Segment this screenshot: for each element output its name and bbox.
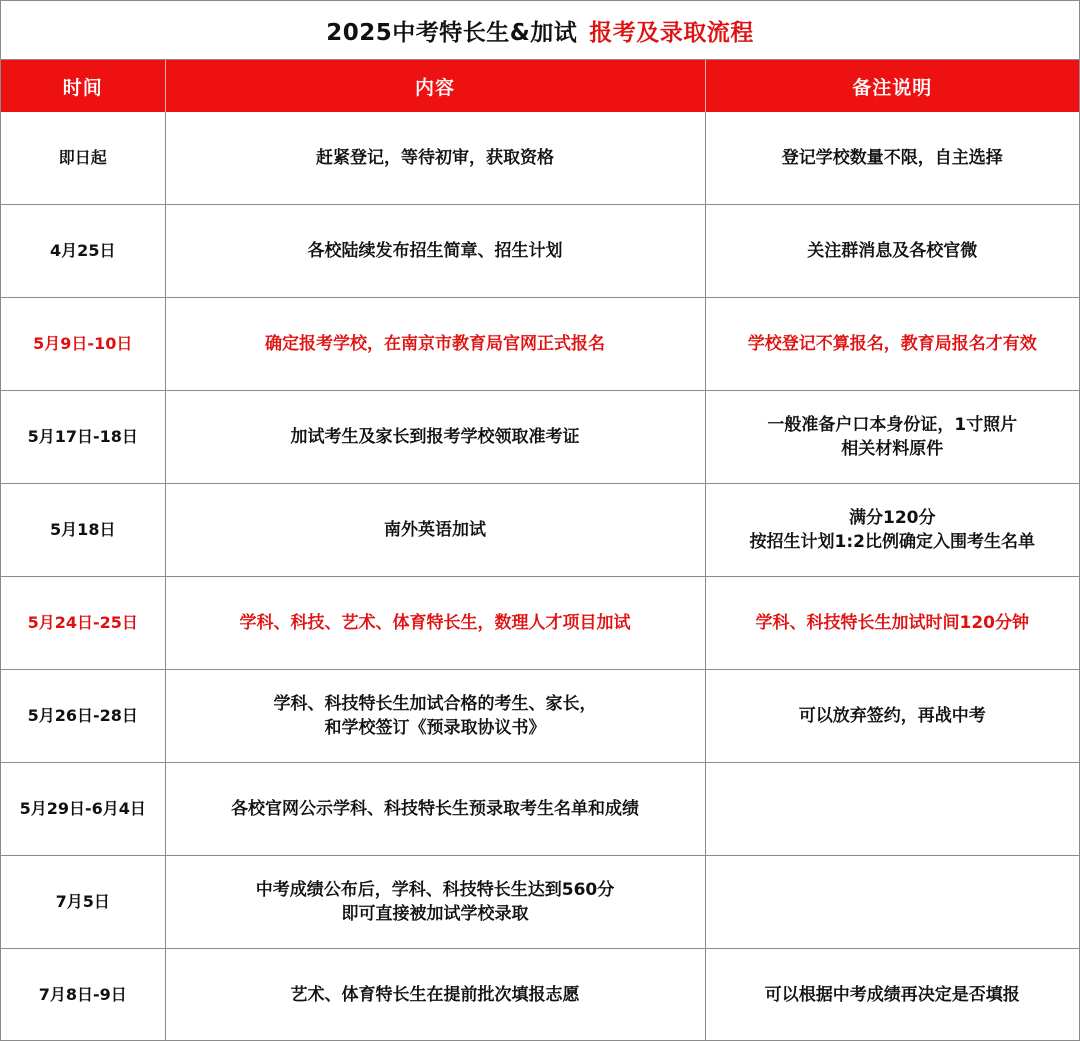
cell-time: 5月18日 (1, 484, 165, 577)
cell-note-line: 可以根据中考成绩再决定是否填报 (764, 985, 1020, 1005)
cell-note (705, 949, 1079, 1041)
cell-note (705, 577, 1079, 670)
cell-note (705, 391, 1079, 484)
cell-content (165, 577, 705, 670)
table-row (1, 949, 1079, 1041)
cell-note (705, 484, 1079, 577)
cell-content (165, 112, 705, 205)
cell-note-line: 一般准备户口本身份证，1寸照片 (767, 415, 1018, 435)
cell-note-line: 满分120分 (849, 508, 936, 528)
cell-content-line: 各校官网公示学科、科技特长生预录取考生名单和成绩 (231, 799, 639, 819)
table-row (1, 670, 1079, 763)
cell-content (165, 391, 705, 484)
cell-time: 4月25日 (1, 205, 165, 298)
cell-note (705, 112, 1079, 205)
cell-content-line: 各校陆续发布招生简章、招生计划 (307, 241, 563, 261)
cell-note-line: 可以放弃签约，再战中考 (798, 706, 986, 726)
table-row (1, 577, 1079, 670)
title-highlight: 报考及录取流程 (589, 19, 754, 46)
cell-content-line: 和学校签订《预录取协议书》 (324, 718, 546, 738)
page-title (1, 1, 1079, 60)
cell-content-line: 中考成绩公布后，学科、科技特长生达到560分 (255, 880, 615, 900)
cell-content-line: 南外英语加试 (384, 520, 486, 540)
cell-content-line: 即可直接被加试学校录取 (341, 904, 529, 924)
cell-time: 5月17日-18日 (1, 391, 165, 484)
cell-note-line: 相关材料原件 (841, 439, 944, 459)
cell-note-line: 学科、科技特长生加试时间120分钟 (755, 613, 1029, 633)
cell-content (165, 205, 705, 298)
table-row (1, 484, 1079, 577)
cell-content-line: 加试考生及家长到报考学校领取准考证 (290, 427, 580, 447)
cell-note (705, 763, 1079, 856)
cell-time: 7月8日-9日 (1, 949, 165, 1041)
cell-note (705, 205, 1079, 298)
cell-content-line: 赶紧登记，等待初审，获取资格 (316, 148, 554, 168)
table-row (1, 856, 1079, 949)
cell-time: 7月5日 (1, 856, 165, 949)
cell-content (165, 949, 705, 1041)
cell-note-line: 按招生计划1:2比例确定入围考生名单 (749, 532, 1035, 552)
title-prefix: 2025中考特长生&加试 (326, 19, 578, 46)
cell-note (705, 856, 1079, 949)
cell-note-line: 学校登记不算报名，教育局报名才有效 (747, 334, 1037, 354)
table-row (1, 391, 1079, 484)
cell-content (165, 763, 705, 856)
cell-content-line: 确定报考学校，在南京市教育局官网正式报名 (265, 334, 605, 354)
cell-content (165, 484, 705, 577)
table-body (1, 112, 1079, 1041)
table-row (1, 763, 1079, 856)
header-row (1, 60, 1079, 112)
cell-time: 即日起 (1, 112, 165, 205)
cell-content (165, 856, 705, 949)
cell-time: 5月29日-6月4日 (1, 763, 165, 856)
cell-content (165, 670, 705, 763)
column-header-note: 备注说明 (705, 60, 1079, 112)
cell-time: 5月24日-25日 (1, 577, 165, 670)
cell-note-line: 关注群消息及各校官微 (807, 241, 978, 261)
cell-content-line: 学科、科技、艺术、体育特长生，数理人才项目加试 (239, 613, 631, 633)
column-header-time: 时间 (1, 60, 165, 112)
table-row (1, 112, 1079, 205)
cell-content-line: 学科、科技特长生加试合格的考生、家长， (273, 694, 597, 714)
cell-note-line: 登记学校数量不限，自主选择 (781, 148, 1003, 168)
cell-time: 5月9日-10日 (1, 298, 165, 391)
column-header-content: 内容 (165, 60, 705, 112)
table-row (1, 205, 1079, 298)
schedule-table (1, 60, 1079, 1041)
cell-content-line: 艺术、体育特长生在提前批次填报志愿 (290, 985, 580, 1005)
cell-note (705, 670, 1079, 763)
cell-note (705, 298, 1079, 391)
cell-content (165, 298, 705, 391)
cell-time: 5月26日-28日 (1, 670, 165, 763)
table-row (1, 298, 1079, 391)
